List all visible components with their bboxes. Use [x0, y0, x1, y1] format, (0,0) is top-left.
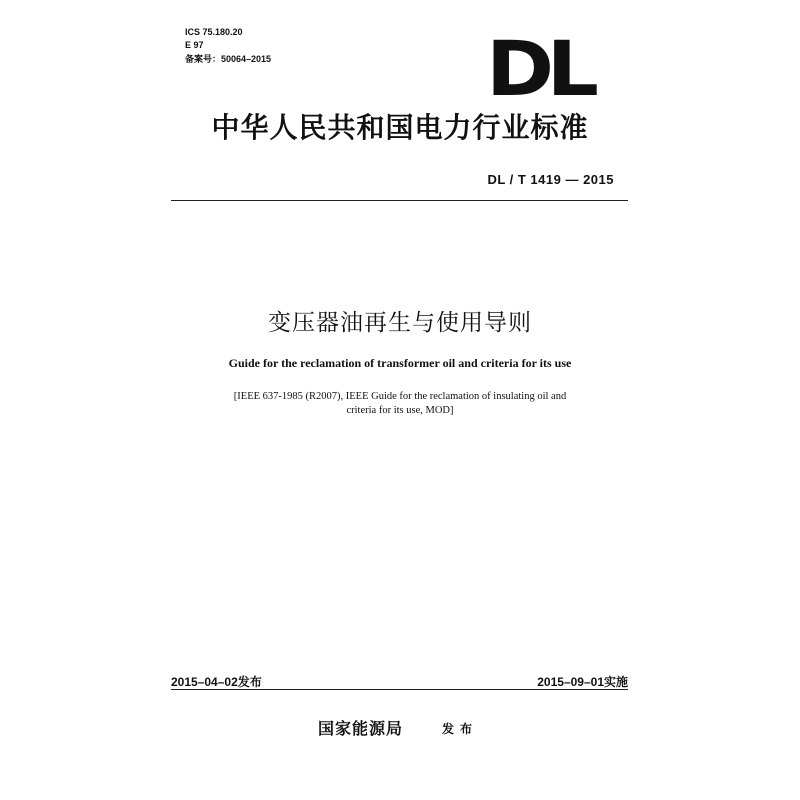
reference-line-2: criteria for its use, MOD] — [346, 405, 454, 416]
standard-number: DL / T 1419 — 2015 — [487, 172, 614, 187]
issue-date: 2015–04–02发布 — [171, 675, 262, 689]
top-divider — [171, 200, 628, 201]
implementation-date: 2015–09–01实施 — [537, 675, 628, 689]
ics-code: ICS 75.180.20 — [185, 27, 243, 37]
record-number: 备案号：50064–2015 — [185, 54, 272, 64]
bottom-divider — [171, 689, 628, 690]
category-code: E 97 — [185, 40, 204, 50]
reference-line-1: [IEEE 637-1985 (R2007), IEEE Guide for the reclamation of insulating oil and — [233, 391, 567, 402]
dl-logo: DL — [486, 24, 592, 113]
standard-title: 中华人民共和国电力行业标准 — [211, 111, 589, 144]
publish-label: 发布 — [442, 722, 479, 736]
reference-note — [200, 390, 600, 418]
issuer-name: 国家能源局 — [318, 719, 404, 738]
document-title-en: Guide for the reclamation of transformer oil and criteria for its use — [228, 356, 572, 370]
document-title-cn: 变压器油再生与使用导则 — [268, 310, 532, 336]
